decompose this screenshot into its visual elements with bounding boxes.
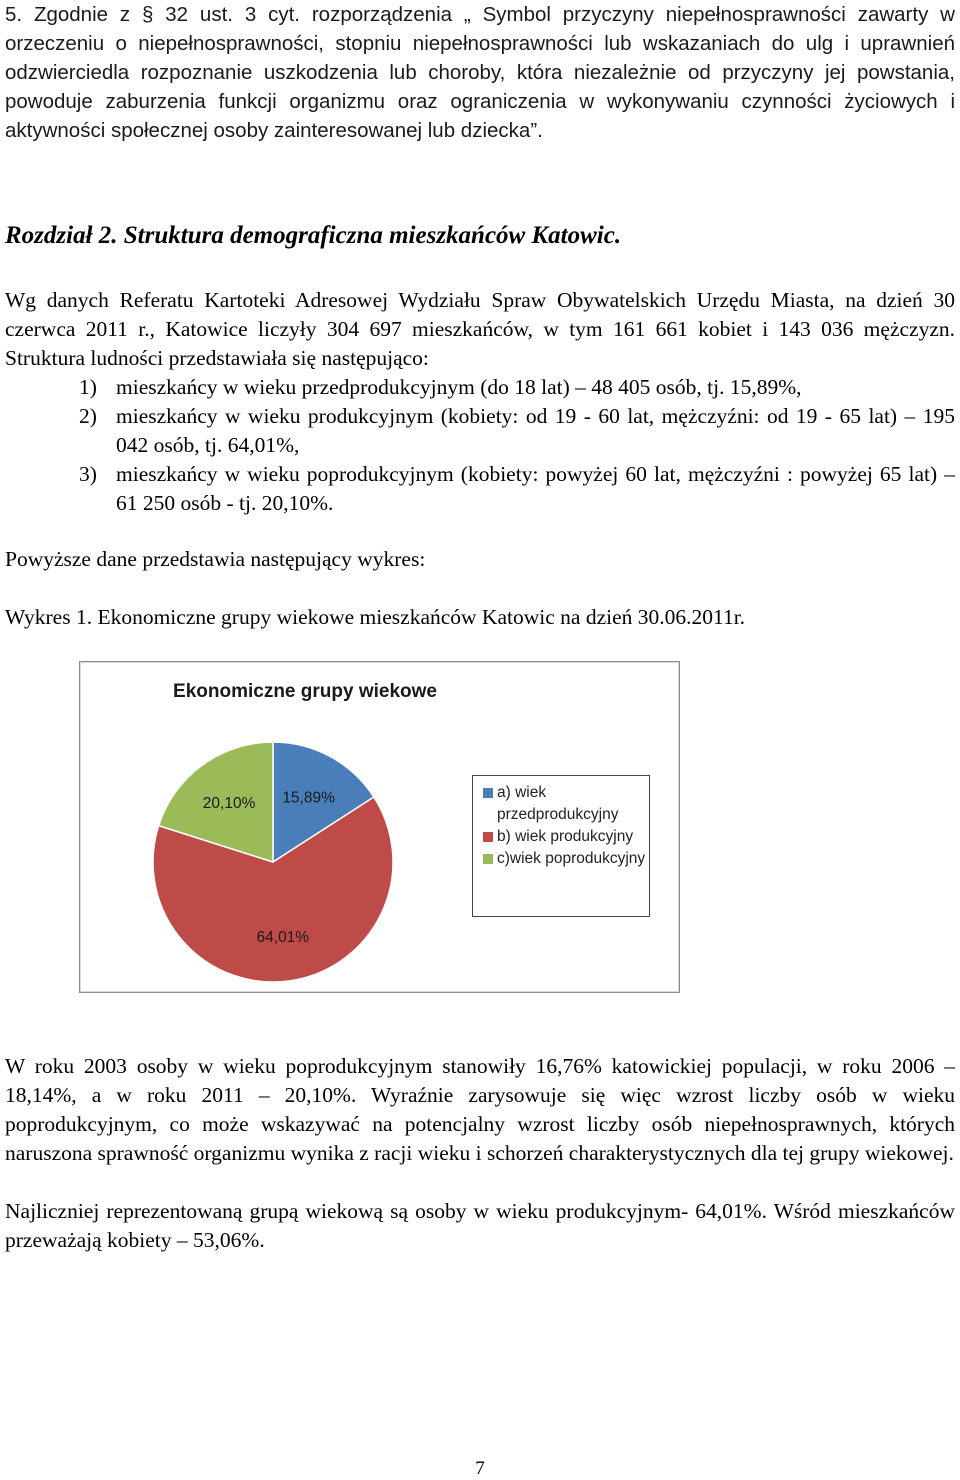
chart-title: Ekonomiczne grupy wiekowe: [173, 681, 437, 702]
slice-data-label: 20,10%: [202, 794, 256, 812]
elderly-trend-paragraph: W roku 2003 osoby w wieku poprodukcyjnym stanowiły 16,76% katowickiej populacji, w roku 2006 – 18,14%, a w roku 2011 – 20,10%. Wyraźnie zarysowuje się więc wzrost liczby osób w wieku poprodukcyjnym, co może wskazywać na potencjalny wzrost liczby osób niepełnosprawnych, których naruszona sprawność organizmu wynika z racji wieku i schorzeń charakterystycznych dla tej grupy wiekowej.: [5, 1054, 955, 1165]
slice-data-label: 64,01%: [256, 928, 310, 946]
legend-label: b) wiek produkcyjny: [497, 828, 634, 845]
list-item: [5, 460, 955, 518]
list-item: [5, 373, 955, 402]
slice-data-label: 15,89%: [282, 789, 335, 807]
list-item-text: mieszkańcy w wieku produkcyjnym (kobiety: od 19 - 60 lat, mężczyźni: od 19 - 65 lat) – 195 042 osób, tj. 64,01%,: [116, 404, 955, 457]
population-paragraph: Wg danych Referatu Kartoteki Adresowej Wydziału Spraw Obywatelskich Urzędu Miasta, na dzień 30 czerwca 2011 r., Katowice liczyły 304 697 mieszkańców, w tym 161 661 kobiet i 143 036 mężczyzn. Struktura ludności przedstawiała się następująco:: [5, 288, 955, 370]
chapter-heading: Rozdział 2. Struktura demograficzna mieszkańców Katowic.: [5, 222, 622, 249]
page-number: 7: [475, 1458, 485, 1479]
chart-legend: [472, 775, 650, 917]
list-item-number: 3): [79, 462, 97, 486]
age-group-list: [5, 373, 955, 518]
legend-swatch: [483, 788, 493, 798]
pie-chart: [79, 661, 680, 993]
list-item-text: mieszkańcy w wieku poprodukcyjnym (kobiety: powyżej 60 lat, mężczyźni : powyżej 65 lat) – 61 250 osób - tj. 20,10%.: [116, 462, 955, 515]
list-item-text: mieszkańcy w wieku przedprodukcyjnym (do 18 lat) – 48 405 osób, tj. 15,89%,: [116, 375, 802, 399]
legend-item: [481, 826, 649, 848]
list-item: [5, 402, 955, 460]
list-item-number: 1): [79, 375, 97, 399]
intro-paragraph: 5. Zgodnie z § 32 ust. 3 cyt. rozporządzenia „ Symbol przyczyny niepełnosprawności zawarty w orzeczeniu o niepełnosprawności, stopniu niepełnosprawności lub wskazaniach do ulg i uprawnień odzwierciedla rozpoznanie uszkodzenia lub choroby, która niezależnie od przyczyny jej powstania, powoduje zaburzenia funkcji organizmu oraz ograniczenia w wykonywaniu czynności życiowych i aktywności społecznej osoby zainteresowanej lub dziecka”.: [5, 3, 955, 142]
legend-label: a) wiek przedprodukcyjny: [497, 784, 619, 823]
legend-item: [481, 782, 649, 826]
legend-swatch: [483, 832, 493, 842]
legend-swatch: [483, 854, 493, 864]
summary-paragraph: Najliczniej reprezentowaną grupą wiekową są osoby w wieku produkcyjnym- 64,01%. Wśród mieszkańców przeważają kobiety – 53,06%.: [5, 1199, 955, 1252]
legend-label: c)wiek poprodukcyjny: [497, 850, 646, 867]
legend-item: [481, 848, 649, 870]
chart-caption: Wykres 1. Ekonomiczne grupy wiekowe mieszkańców Katowic na dzień 30.06.2011r.: [5, 605, 746, 629]
list-item-number: 2): [79, 404, 97, 428]
chart-intro-text: Powyższe dane przedstawia następujący wykres:: [5, 547, 426, 571]
